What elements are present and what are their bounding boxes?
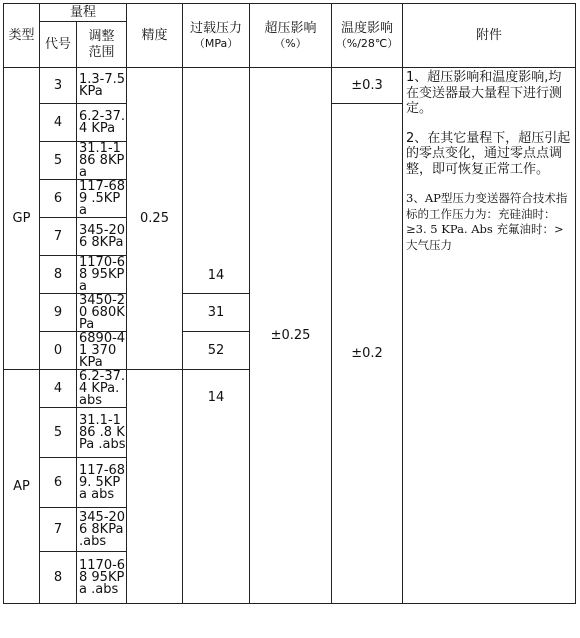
- row-range: 1170-68 95KPa: [77, 256, 127, 294]
- spec-table: [3, 3, 576, 604]
- table-row: [4, 68, 576, 104]
- row-code: 5: [40, 408, 77, 458]
- row-range: 117-689 .5KPa: [77, 180, 127, 218]
- notes-cell: [403, 68, 576, 604]
- note-1: 1、超压影响和温度影响,均在变送器最大量程下进行测定。: [406, 70, 563, 116]
- row-range: 1170-68 95KPa .abs: [77, 552, 127, 604]
- header-temp: [332, 4, 403, 68]
- temp-value-main: ±0.2: [332, 104, 403, 604]
- row-code: 8: [40, 256, 77, 294]
- note-2: 2、在其它量程下，超压引起的零点变化，通过零点点调整，即可恢复正常工作。: [406, 130, 571, 177]
- row-code: 7: [40, 218, 77, 256]
- row-range: 345-206 8KPa: [77, 218, 127, 256]
- overload-value-c: 52: [183, 332, 250, 370]
- row-range: 117-689. 5KPa abs: [77, 458, 127, 508]
- overload-value-d: 14: [183, 370, 250, 604]
- row-code: 0: [40, 332, 77, 370]
- row-range: 31.1-186 8KPa: [77, 142, 127, 180]
- header-overpressure: [250, 4, 332, 68]
- header-overpressure-label: 超压影响: [264, 21, 317, 36]
- row-range: 345-206 8KPa .abs: [77, 508, 127, 552]
- header-type: 类型: [4, 4, 40, 68]
- row-code: 9: [40, 294, 77, 332]
- header-temp-unit: （%/28℃）: [335, 37, 399, 50]
- type-ap: AP: [4, 370, 40, 604]
- type-gp: GP: [4, 68, 40, 370]
- overpressure-value: ±0.25: [250, 68, 332, 604]
- header-notes: 附件: [403, 4, 576, 68]
- header-overload-unit: （MPa）: [193, 37, 239, 50]
- header-overpressure-unit: （%）: [274, 37, 307, 50]
- row-code: 8: [40, 552, 77, 604]
- overload-value-b: 31: [183, 294, 250, 332]
- row-code: 4: [40, 370, 77, 408]
- header-code: 代号: [40, 22, 77, 68]
- row-range: 6.2-37.4 KPa.abs: [77, 370, 127, 408]
- row-range: 6.2-37.4 KPa: [77, 104, 127, 142]
- overload-value-a: 14: [183, 68, 250, 294]
- row-range: 31.1-186 .8 KPa .abs: [77, 408, 127, 458]
- header-overload: [183, 4, 250, 68]
- row-code: 4: [40, 104, 77, 142]
- temp-value-top: ±0.3: [332, 68, 403, 104]
- header-overload-label: 过载压力: [190, 21, 243, 36]
- row-code: 3: [40, 68, 77, 104]
- row-code: 5: [40, 142, 77, 180]
- row-code: 6: [40, 458, 77, 508]
- header-accuracy: 精度: [127, 4, 183, 68]
- accuracy-value: 0.25: [127, 68, 183, 370]
- row-range: 1.3-7.5 KPa: [77, 68, 127, 104]
- header-adjust: 调整 范围: [77, 22, 127, 68]
- note-3: 3、AP型压力变送器符合技术指标的工作压力为：充硅油时：≥3. 5 KPa. Abs 充氟油时：>大气压力: [406, 191, 568, 252]
- row-range: 6890-41 370 KPa: [77, 332, 127, 370]
- header-temp-label: 温度影响: [341, 21, 394, 36]
- row-code: 7: [40, 508, 77, 552]
- row-code: 6: [40, 180, 77, 218]
- row-range: 3450-20 680KPa: [77, 294, 127, 332]
- header-range: 量程: [40, 4, 127, 22]
- accuracy-blank: [127, 370, 183, 604]
